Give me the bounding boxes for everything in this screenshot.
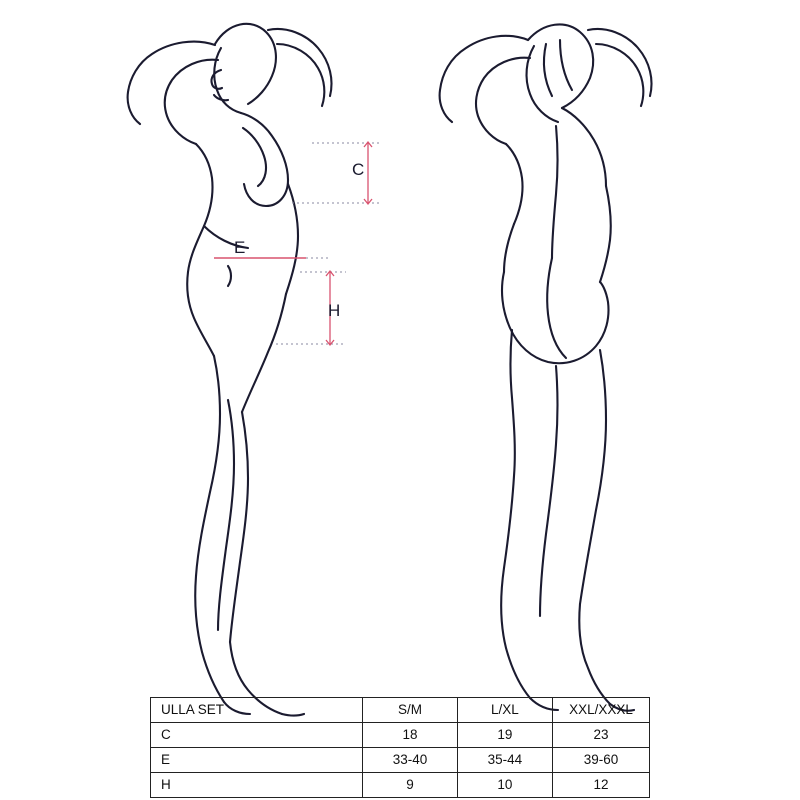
cell-e-lxl: 35-44: [457, 748, 552, 773]
cell-c-lxl: 19: [457, 723, 552, 748]
cell-h-lxl: 10: [457, 773, 552, 798]
dimension-label-h: H: [328, 301, 341, 320]
cell-c-sm: 18: [363, 723, 458, 748]
size-table: [150, 697, 650, 798]
cell-e-sm: 33-40: [363, 748, 458, 773]
row-label-c: C: [151, 723, 363, 748]
front-figure-outline: [128, 24, 332, 716]
table-header-sm: S/M: [363, 698, 458, 723]
table-header-row: [151, 698, 650, 723]
dimension-label-e: E: [234, 238, 246, 257]
table-header-product: ULLA SET: [151, 698, 363, 723]
dimension-label-c: C: [352, 160, 365, 179]
cell-h-xxl: 12: [552, 773, 649, 798]
table-header-lxl: L/XL: [457, 698, 552, 723]
table-row: [151, 773, 650, 798]
cell-e-xxl: 39-60: [552, 748, 649, 773]
table-row: [151, 723, 650, 748]
table-row: [151, 748, 650, 773]
cell-c-xxl: 23: [552, 723, 649, 748]
cell-h-sm: 9: [363, 773, 458, 798]
back-figure-outline: [440, 24, 652, 710]
row-label-h: H: [151, 773, 363, 798]
row-label-e: E: [151, 748, 363, 773]
table-header-xxl: XXL/XXXL: [552, 698, 649, 723]
